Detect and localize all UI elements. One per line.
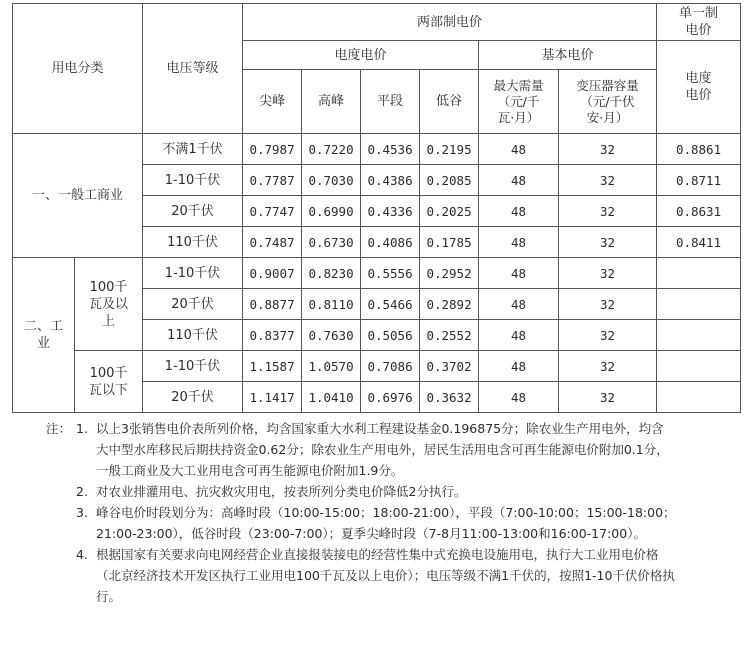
table-row: [13, 134, 741, 165]
table-row: [13, 351, 741, 382]
header-transformer: [559, 70, 657, 134]
subcategory-small-line2: 瓦以下: [89, 382, 129, 398]
cell-demand: 48: [479, 289, 559, 320]
cell-sharp: 1.1417: [243, 382, 302, 413]
cell-flat: 0.4536: [361, 134, 420, 165]
header-transformer-line3: 安·月）: [586, 109, 629, 125]
cell-voltage: 1-10千伏: [143, 351, 243, 382]
cell-peak: 1.0410: [302, 382, 361, 413]
cell-valley: 0.2552: [420, 320, 479, 351]
note-item: [76, 502, 676, 544]
note-text: 对农业排灌用电、抗灾救灾用电，按表所列分类电价降低2分执行。: [96, 484, 467, 499]
cell-valley: 0.3632: [420, 382, 479, 413]
subcategory-small-line1: 100千: [89, 365, 128, 381]
cell-peak: 0.8230: [302, 258, 361, 289]
cell-peak: 0.7030: [302, 165, 361, 196]
header-flat: 平段: [361, 70, 420, 134]
header-max-demand: [479, 70, 559, 134]
note-item: [76, 544, 676, 607]
cell-valley: 0.2025: [420, 196, 479, 227]
cell-capacity: 32: [559, 134, 657, 165]
table-row: [13, 258, 741, 289]
note-number: 4.: [76, 547, 88, 562]
header-max-demand-line1: 最大需量: [493, 77, 544, 93]
header-single-energy: [657, 41, 741, 134]
cell-capacity: 32: [559, 320, 657, 351]
subcategory-100kw-and-above: [75, 258, 143, 351]
cell-single: 0.8711: [657, 165, 741, 196]
header-valley: 低谷: [420, 70, 479, 134]
cell-demand: 48: [479, 351, 559, 382]
cell-capacity: 32: [559, 227, 657, 258]
note-number: 1.: [76, 421, 88, 436]
header-voltage: 电压等级: [143, 4, 243, 134]
note-item: [76, 481, 676, 502]
cell-sharp: 0.7787: [243, 165, 302, 196]
cell-single: 0.8411: [657, 227, 741, 258]
subcategory-large-line2: 瓦及以: [89, 296, 129, 312]
cell-demand: 48: [479, 196, 559, 227]
subcategory-large-line3: 上: [102, 313, 116, 329]
header-energy: 电度电价: [243, 41, 479, 70]
cell-valley: 0.2085: [420, 165, 479, 196]
note-number: 3.: [76, 505, 88, 520]
cell-flat: 0.5056: [361, 320, 420, 351]
header-two-part: 两部制电价: [243, 4, 657, 41]
category-industry-line1: 二、工: [23, 319, 63, 334]
cell-voltage: 20千伏: [143, 289, 243, 320]
cell-voltage: 1-10千伏: [143, 258, 243, 289]
header-single-part-line1: 单一制: [679, 6, 719, 21]
cell-flat: 0.4336: [361, 196, 420, 227]
category-general: 一、一般工商业: [13, 134, 143, 258]
header-sharp-peak: 尖峰: [243, 70, 302, 134]
cell-demand: 48: [479, 227, 559, 258]
header-single-energy-line1: 电度: [685, 71, 712, 86]
cell-peak: 0.6730: [302, 227, 361, 258]
header-single-energy-line2: 电价: [685, 88, 712, 103]
cell-voltage: 20千伏: [143, 382, 243, 413]
cell-voltage: 110千伏: [143, 320, 243, 351]
cell-capacity: 32: [559, 165, 657, 196]
tariff-table: [12, 3, 741, 413]
header-basic: 基本电价: [479, 41, 657, 70]
header-row-1: [13, 4, 741, 41]
cell-single: [657, 289, 741, 320]
cell-sharp: 0.9007: [243, 258, 302, 289]
cell-single: [657, 382, 741, 413]
cell-sharp: 0.8377: [243, 320, 302, 351]
cell-capacity: 32: [559, 196, 657, 227]
cell-single: [657, 351, 741, 382]
notes-prefix: 注：: [46, 421, 72, 436]
cell-peak: 0.6990: [302, 196, 361, 227]
cell-sharp: 0.7747: [243, 196, 302, 227]
cell-demand: 48: [479, 258, 559, 289]
cell-peak: 0.8110: [302, 289, 361, 320]
cell-valley: 0.2195: [420, 134, 479, 165]
cell-sharp: 0.7487: [243, 227, 302, 258]
cell-single: 0.8631: [657, 196, 741, 227]
category-industry: [13, 258, 75, 413]
cell-peak: 0.7630: [302, 320, 361, 351]
header-peak: 高峰: [302, 70, 361, 134]
cell-flat: 0.4086: [361, 227, 420, 258]
cell-sharp: 0.7987: [243, 134, 302, 165]
cell-flat: 0.4386: [361, 165, 420, 196]
note-text: 峰谷电价时段划分为：高峰时段（10:00-15:00；18:00-21:00），平段（7:00-10:00；15:00-18:00；21:00-23:00），低谷时段（23:00-7:00）；夏季尖峰时段（7-8月11:00-13:00和16:00-17:00）。: [96, 505, 676, 541]
cell-capacity: 32: [559, 382, 657, 413]
note-item: [46, 418, 676, 481]
cell-demand: 48: [479, 134, 559, 165]
cell-peak: 1.0570: [302, 351, 361, 382]
header-single-part: [657, 4, 741, 41]
cell-valley: 0.2892: [420, 289, 479, 320]
cell-flat: 0.7086: [361, 351, 420, 382]
note-text: 根据国家有关要求向电网经营企业直接报装接电的经营性集中式充换电设施用电，执行大工业用电价格（北京经济技术开发区执行工业用电100千瓦及以上电价）；电压等级不满1千伏的，按照1-10千伏价格执行。: [96, 547, 675, 604]
header-category: 用电分类: [13, 4, 143, 134]
cell-capacity: 32: [559, 351, 657, 382]
cell-capacity: 32: [559, 258, 657, 289]
header-transformer-line1: 变压器容量: [576, 77, 639, 93]
header-max-demand-line2: （元/千: [497, 93, 540, 109]
subcategory-below-100kw: [75, 351, 143, 413]
cell-voltage: 110千伏: [143, 227, 243, 258]
header-single-part-line2: 电价: [685, 23, 712, 38]
cell-flat: 0.5466: [361, 289, 420, 320]
header-transformer-line2: （元/千伏: [580, 93, 635, 109]
cell-demand: 48: [479, 165, 559, 196]
cell-peak: 0.7220: [302, 134, 361, 165]
cell-sharp: 0.8877: [243, 289, 302, 320]
cell-valley: 0.3702: [420, 351, 479, 382]
category-industry-line2: 业: [36, 336, 50, 351]
note-number: 2.: [76, 484, 88, 499]
header-max-demand-line3: 瓦·月）: [497, 109, 540, 125]
cell-valley: 0.2952: [420, 258, 479, 289]
cell-single: 0.8861: [657, 134, 741, 165]
cell-single: [657, 258, 741, 289]
cell-single: [657, 320, 741, 351]
subcategory-large-line1: 100千: [89, 279, 128, 295]
notes-section: [46, 418, 676, 607]
note-text: 以上3张销售电价表所列价格，均含国家重大水利工程建设基金0.196875分；除农业生产用电外，均含大中型水库移民后期扶持资金0.62分；除农业生产用电外，居民生活用电含可再生能源电价附加0.1分，一般工商业及大工业用电含可再生能源电价附加1.9分。: [96, 421, 669, 478]
cell-capacity: 32: [559, 289, 657, 320]
cell-voltage: 不满1千伏: [143, 134, 243, 165]
cell-flat: 0.6976: [361, 382, 420, 413]
cell-voltage: 20千伏: [143, 196, 243, 227]
cell-voltage: 1-10千伏: [143, 165, 243, 196]
cell-demand: 48: [479, 320, 559, 351]
cell-valley: 0.1785: [420, 227, 479, 258]
cell-flat: 0.5556: [361, 258, 420, 289]
cell-sharp: 1.1587: [243, 351, 302, 382]
cell-demand: 48: [479, 382, 559, 413]
